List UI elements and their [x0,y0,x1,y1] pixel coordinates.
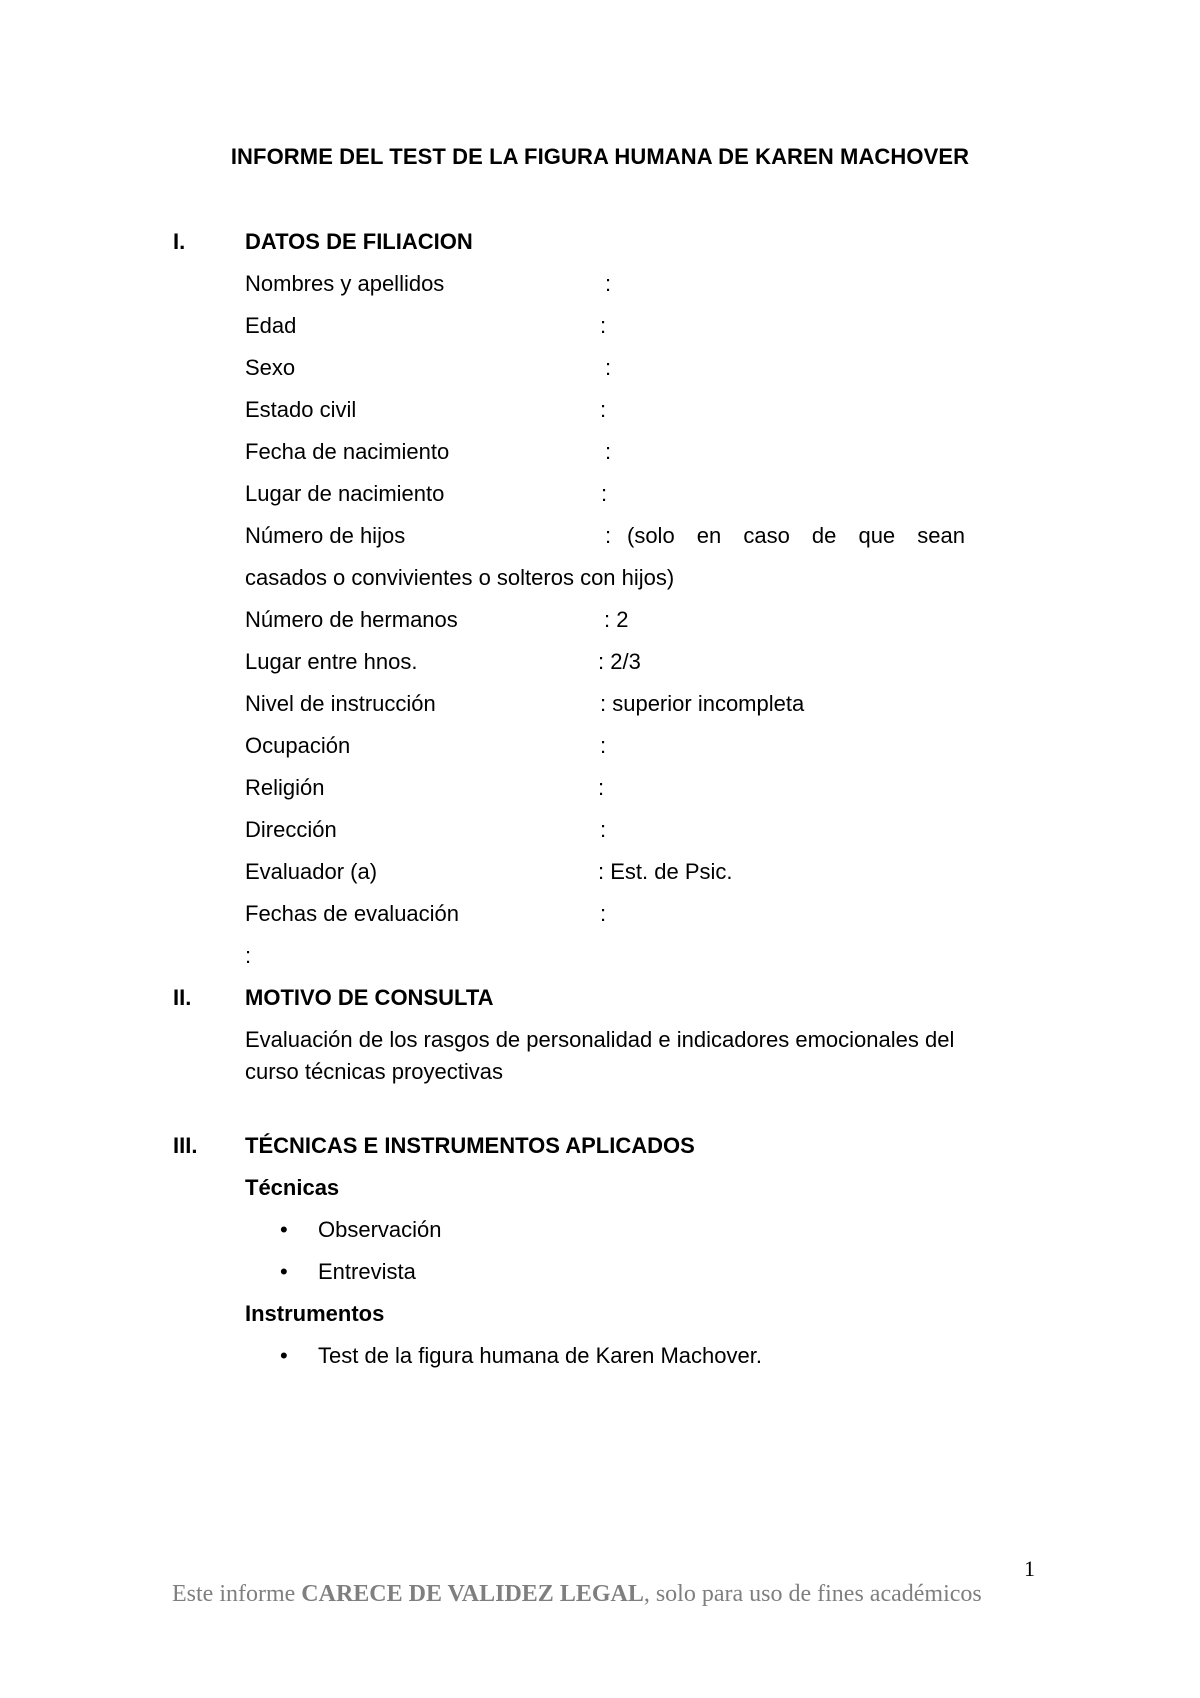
list-item-text: Observación [318,1217,442,1242]
field-label: Evaluador (a) [245,859,378,884]
field-value: : [605,271,612,296]
section-number: III. [173,1133,198,1158]
field-value: : [605,355,612,380]
section-number: II. [173,985,192,1010]
field-value: : [600,901,607,926]
note-word: en [696,523,722,548]
hijos-note-line [627,523,965,549]
field-label: Nivel de instrucción [245,691,436,716]
field-value: : [598,775,605,800]
list-item-text: Entrevista [318,1259,416,1284]
bullet-icon: • [280,1343,288,1368]
field-value: : [601,481,608,506]
field-value: : [600,397,607,422]
field-label: Fecha de nacimiento [245,439,450,464]
field-label: Fechas de evaluación [245,901,460,926]
note-word: que [858,523,896,548]
note-word: de [811,523,837,548]
list-item-text: Test de la figura humana de Karen Machover. [318,1343,762,1368]
field-label: Número de hijos [245,523,406,548]
note-word: (solo [627,523,675,548]
section-number: I. [173,229,186,254]
footer-text-bold: CARECE DE VALIDEZ LEGAL [301,1581,644,1607]
field-label: Estado civil [245,397,357,422]
page-number: 1 [1024,1556,1035,1581]
field-label: Religión [245,775,325,800]
field-label: Ocupación [245,733,351,758]
field-label: Nombres y apellidos [245,271,445,296]
field-value: : [605,523,612,548]
field-label: Edad [245,313,297,338]
field-value: : 2/3 [598,649,641,674]
field-label: Número de hermanos [245,607,458,632]
document-title: INFORME DEL TEST DE LA FIGURA HUMANA DE KAREN MACHOVER [230,144,970,169]
hijos-note-continuation: casados o convivientes o solteros con hijos) [245,565,675,590]
field-value: : [605,439,612,464]
section-title: MOTIVO DE CONSULTA [245,985,494,1010]
field-label: Lugar entre hnos. [245,649,418,674]
footer-disclaimer [172,1581,982,1608]
trailing-colon: : [245,943,252,968]
field-value: : [600,733,607,758]
motivo-line-2: curso técnicas proyectivas [245,1059,503,1084]
section-title: DATOS DE FILIACION [245,229,473,254]
field-value: : [600,313,607,338]
motivo-line-1: Evaluación de los rasgos de personalidad e indicadores emocionales del [245,1027,955,1052]
field-value: : Est. de Psic. [598,859,733,884]
field-label: Sexo [245,355,296,380]
field-value: : superior incompleta [600,691,805,716]
tecnicas-heading: Técnicas [245,1175,340,1200]
section-title: TÉCNICAS E INSTRUMENTOS APLICADOS [245,1133,695,1158]
bullet-icon: • [280,1217,288,1242]
note-word: sean [917,523,965,548]
field-value: : [600,817,607,842]
field-label: Dirección [245,817,337,842]
note-word: caso [743,523,790,548]
footer-text-before: Este informe [172,1581,302,1607]
field-label: Lugar de nacimiento [245,481,445,506]
field-value: : 2 [604,607,629,632]
footer-text-after: , solo para uso de fines académicos [643,1581,982,1607]
instrumentos-heading: Instrumentos [245,1301,385,1326]
bullet-icon: • [280,1259,288,1284]
